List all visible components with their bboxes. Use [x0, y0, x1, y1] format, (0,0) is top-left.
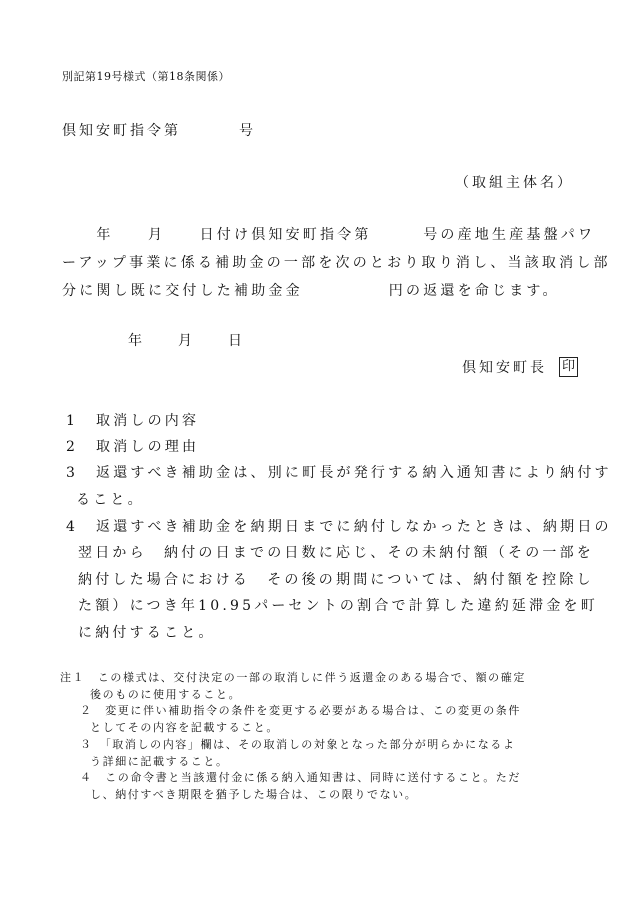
date-month: 月: [178, 333, 192, 349]
note-3-continuation: う詳細に記載すること。: [90, 755, 229, 768]
date-year: 年: [128, 333, 142, 349]
note-4: ４ この命令書と当該還付金に係る納入通知書は、同時に送付すること。ただ: [80, 771, 521, 784]
item-3: [66, 462, 612, 482]
note-3: ３ 「取消しの内容」欄は、その取消しの対象となった部分が明らかになるよ: [80, 738, 516, 751]
note-2-continuation: としてその内容を記載すること。: [90, 721, 279, 734]
mayor-title: 倶知安町長: [461, 360, 547, 376]
item-1-number: 1: [66, 413, 75, 429]
document-number-suffix: 号: [239, 123, 256, 139]
item-3-text: 返還すべき補助金は、別に町長が発行する納入通知書により納付す: [96, 465, 612, 481]
item-4-continuation-1: 翌日から 納付の日までの日数に応じ、その未納付額（その一部を: [78, 545, 594, 561]
note-1: 注１ この様式は、交付決定の一部の取消しに伴う返還金のある場合で、額の確定: [60, 671, 526, 684]
item-1: [66, 410, 199, 430]
item-1-text: 取消しの内容: [96, 413, 200, 429]
form-label: 別記第19号様式（第18条関係）: [62, 70, 230, 83]
note-2: ２ 変更に伴い補助指令の条件を変更する必要がある場合は、この変更の条件: [80, 704, 521, 717]
item-4: [66, 516, 612, 536]
item-2: [66, 436, 199, 456]
body-line-2: ーアップ事業に係る補助金の一部を次のとおり取り消し、当該取消し部: [62, 255, 611, 271]
issue-date: [128, 330, 242, 350]
recipient-name: （取組主体名）: [455, 175, 574, 191]
body-line-3: 分に関し既に交付した補助金金 円の返還を命じます。: [62, 283, 560, 299]
document-number: [62, 120, 256, 140]
item-3-continuation: ること。: [76, 492, 145, 508]
seal-mark: 印: [559, 357, 578, 377]
item-4-continuation-4: に納付すること。: [78, 625, 216, 641]
item-4-number: 4: [66, 519, 75, 535]
note-4-continuation: し、納付すべき期限を猶予した場合は、この限りでない。: [90, 788, 418, 801]
item-2-number: 2: [66, 439, 75, 455]
item-4-continuation-3: た額）につき年10.95パーセントの割合で計算した違約延滞金を町: [78, 598, 598, 614]
document-number-prefix: 倶知安町指令第: [62, 123, 181, 139]
item-3-number: 3: [66, 465, 75, 481]
item-4-continuation-2: 納付した場合における その後の期間については、納付額を控除し: [78, 572, 594, 588]
body-line-1: 年 月 日付け倶知安町指令第 号の産地生産基盤パワ: [62, 227, 596, 243]
note-1-continuation: 後のものに使用すること。: [90, 688, 242, 701]
item-4-text: 返還すべき補助金を納期日までに納付しなかったときは、納期日の: [96, 519, 612, 535]
date-day: 日: [228, 333, 242, 349]
signature-block: [462, 357, 578, 377]
item-2-text: 取消しの理由: [96, 439, 200, 455]
